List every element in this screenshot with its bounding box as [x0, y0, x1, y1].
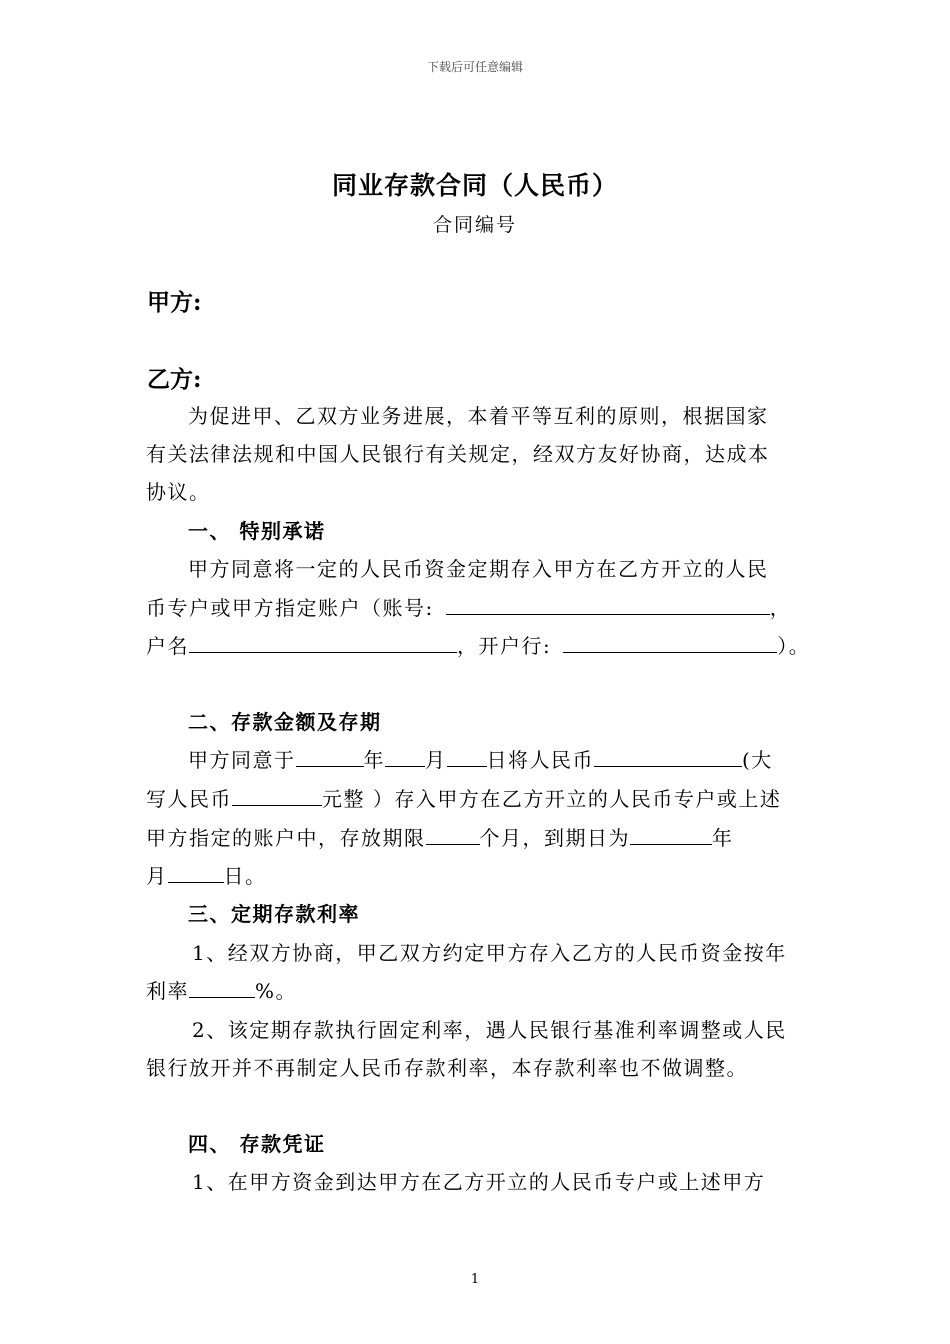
- account-name-blank[interactable]: [189, 632, 457, 653]
- maturity-day-blank[interactable]: [168, 862, 224, 883]
- month-blank[interactable]: [385, 746, 425, 767]
- text: 日将人民币: [486, 748, 594, 772]
- party-b-label: 乙方:: [147, 366, 202, 393]
- section-1-line-2: [146, 592, 791, 621]
- text: 年: [363, 748, 385, 772]
- text: (大: [742, 748, 773, 772]
- year-blank[interactable]: [296, 746, 364, 767]
- document-title: 同业存款合同（人民币）: [331, 171, 618, 200]
- account-label: 币专户或甲方指定账户（账号:: [146, 596, 434, 620]
- text: 利率: [146, 979, 189, 1003]
- section-2-line-4: [146, 860, 267, 889]
- page-number: 1: [470, 1272, 480, 1287]
- section-2-line-1: [188, 744, 773, 773]
- section-3-para-1-line-1: 1、经双方协商，甲乙双方约定甲方存入乙方的人民币资金按年: [192, 941, 787, 965]
- section-4-heading: 四、 存款凭证: [188, 1132, 326, 1156]
- text: 写人民币: [146, 787, 232, 811]
- text: 月: [146, 864, 168, 888]
- term-months-blank[interactable]: [426, 824, 480, 845]
- text: 甲方指定的账户中，存放期限: [146, 826, 426, 850]
- text: %。: [255, 979, 298, 1003]
- maturity-year-blank[interactable]: [630, 824, 712, 845]
- section-1-line-3: [146, 630, 810, 659]
- text: 元整 ）存入甲方在乙方开立的人民币专户或上述: [322, 787, 782, 811]
- text: 日。: [223, 864, 267, 888]
- party-a-label: 甲方:: [147, 289, 202, 316]
- amount-blank[interactable]: [594, 746, 742, 767]
- text: 年: [712, 826, 734, 850]
- section-3-heading: 三、定期存款利率: [188, 902, 360, 926]
- text: 月: [425, 748, 447, 772]
- contract-number-label: 合同编号: [432, 214, 517, 236]
- bank-label: ，开户行:: [457, 634, 552, 658]
- closing: ）。: [777, 634, 811, 658]
- section-2-line-3: [146, 822, 734, 851]
- section-3-para-2-line-2: 银行放开并不再制定人民币存款利率，本存款利率也不做调整。: [146, 1056, 748, 1080]
- bank-blank[interactable]: [563, 632, 777, 653]
- text: 甲方同意于: [188, 748, 296, 772]
- interest-rate-blank[interactable]: [189, 977, 255, 998]
- amount-words-blank[interactable]: [232, 785, 322, 806]
- section-3-para-1-line-2: [146, 975, 297, 1004]
- intro-line-2: 有关法律法规和中国人民银行有关规定，经双方友好协商，达成本: [146, 442, 770, 466]
- intro-line-3: 协议。: [146, 480, 211, 504]
- header-note: 下载后可任意编辑: [426, 60, 523, 74]
- account-number-blank[interactable]: [446, 594, 770, 615]
- intro-line-1: 为促进甲、乙双方业务进展，本着平等互利的原则，根据国家: [188, 404, 769, 428]
- section-2-heading: 二、存款金额及存期: [188, 710, 382, 734]
- section-1-heading: 一、 特别承诺: [188, 519, 326, 543]
- account-name-label: 户名: [146, 634, 189, 658]
- section-2-line-2: [146, 783, 781, 812]
- section-3-para-2-line-1: 2、该定期存款执行固定利率，遇人民银行基准利率调整或人民: [192, 1018, 787, 1042]
- section-1-line-1: 甲方同意将一定的人民币资金定期存入甲方在乙方开立的人民: [188, 557, 769, 581]
- comma: ，: [769, 596, 792, 620]
- section-4-para-1-line-1: 1、在甲方资金到达甲方在乙方开立的人民币专户或上述甲方: [192, 1170, 766, 1194]
- text: 个月，到期日为: [479, 826, 630, 850]
- day-blank[interactable]: [447, 746, 487, 767]
